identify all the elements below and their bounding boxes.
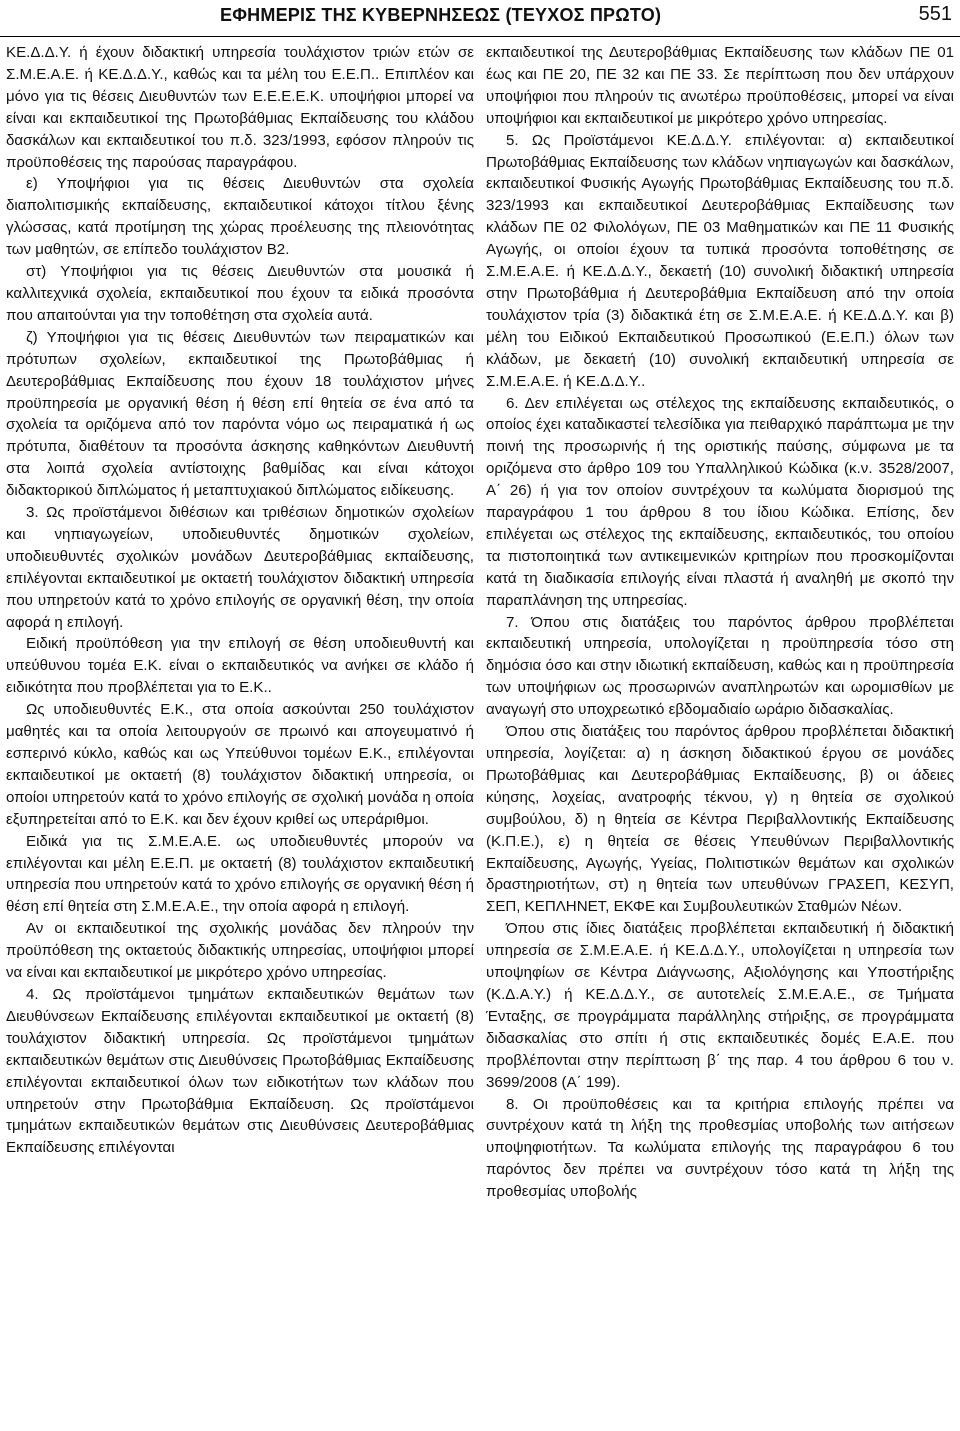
paragraph: Αν οι εκπαιδευτικοί της σχολικής μονάδας δεν πληρούν την προϋπόθεση της οκταετούς διδακτικής υπηρεσίας, υποψήφιοι μπορεί να είναι και εκπαιδευτικοί με μικρότερο χρόνο υπηρεσίας.	[6, 920, 474, 982]
paragraph: Ειδικά για τις Σ.Μ.Ε.Α.Ε. ως υποδιευθυντές μπορούν να επιλέγονται και μέλη Ε.Ε.Π. με οκταετή (8) τουλάχιστον εκπαιδευτική υπηρεσία που υπηρετούν κατά το χρόνο επιλογής σε οργανική θέση ή θέση επί θητεία στη Σ.Μ.Ε.Α.Ε., την οποία αφορά η επιλογή.	[6, 832, 474, 916]
paragraph: 5. Ως Προϊστάμενοι ΚΕ.Δ.Δ.Υ. επιλέγονται: α) εκπαιδευτικοί Πρωτοβάθμιας Εκπαίδευσης των κλάδων νηπιαγωγών και δασκάλων, εκπαιδευτικοί Φυσικής Αγωγής Πρωτοβάθμιας Εκπαίδευσης του π.δ. 323/1993 και εκπαιδευτικοί Δευτεροβάθμιας Εκπαίδευσης των κλάδων ΠΕ 02 Φιλολόγων, ΠΕ 03 Μαθηματικών και ΠΕ 11 Φυσικής Αγωγής, οι οποίοι έχουν τα τυπικά προσόντα τοποθέτησης σε Σ.Μ.Ε.Α.Ε. ή ΚΕ.Δ.Δ.Υ., δεκαετή (10) συνολική διδακτική υπηρεσία στην Πρωτοβάθμια ή Δευτεροβάθμια Εκπαίδευση από την οποία τουλάχιστον τρία (3) διδακτικά έτη σε Σ.Μ.Ε.Α.Ε. ή ΚΕ.Δ.Δ.Υ. και β) μέλη του Ειδικού Εκπαιδευτικού Προσωπικού (Ε.Ε.Π.) όλων των κλάδων, με δεκαετή (10) συνολική εκπαιδευτική υπηρεσία σε Σ.Μ.Ε.Α.Ε. ή ΚΕ.Δ.Δ.Υ..	[486, 131, 954, 390]
left-column	[6, 42, 474, 1427]
paragraph: 3. Ως προϊστάμενοι διθέσιων και τριθέσιων δημοτικών σχολείων και νηπιαγωγείων, υποδιευθυντές δημοτικών σχολείων, υποδιευθυντές σχολικών μονάδων Δευτεροβάθμιας εκπαίδευσης, επιλέγονται εκπαιδευτικοί με οκταετή τουλάχιστον διδακτική υπηρεσία που υπηρετούν κατά το χρόνο επιλογής σε οργανική θέση, την οποία αφορά η επιλογή.	[6, 504, 474, 631]
paragraph: ε) Υποψήφιοι για τις θέσεις Διευθυντών στα σχολεία διαπολιτισμικής εκπαίδευσης, εκπαιδευτικοί κάτοχοι τίτλου ξένης γλώσσας, κατά προτίμηση της χώρας προέλευσης της πλειονότητας των μαθητών, σε επίπεδο τουλάχιστον Β2.	[6, 175, 474, 259]
paragraph: 7. Όπου στις διατάξεις του παρόντος άρθρου προβλέπεται εκπαιδευτική υπηρεσία, υπολογίζεται η προϋπηρεσία τόσο στη δημόσια όσο και στην ιδιωτική εκπαίδευση, καθώς και η προϋπηρεσία των υποψήφιων ως προσωρινών αναπληρωτών και ωρομισθίων με αναγωγή στο υποχρεωτικό εβδομαδιαίο ωράριο διδασκαλίας.	[486, 613, 954, 719]
gazette-title: ΕΦΗΜΕΡΙΣ ΤΗΣ ΚΥΒΕΡΝΗΣΕΩΣ (ΤΕΥΧΟΣ ΠΡΩΤΟ)	[220, 5, 662, 25]
paragraph: Ειδική προϋπόθεση για την επιλογή σε θέση υποδιευθυντή και υπεύθυνου τομέα Ε.Κ. είναι ο εκπαιδευτικός να ανήκει σε κλάδο ή ειδικότητα που προβλέπεται για το Ε.Κ..	[6, 635, 474, 697]
paragraph: ζ) Υποψήφιοι για τις θέσεις Διευθυντών των πειραματικών και πρότυπων σχολείων, εκπαιδευτικοί της Πρωτοβάθμιας ή Δευτεροβάθμιας Εκπαίδευσης που έχουν 18 τουλάχιστον μήνες προϋπηρεσία με οργανική θέση ή θέση επί θητεία σε ένα από τα σχολεία τα οριζόμενα από τον παρόντα νόμο ως πειραματικά ή ως πρότυπα, διαθέτουν τα προσόντα άσκησης καθηκόντων Διευθυντή στα λοιπά σχολεία αντίστοιχης βαθμίδας και είναι κάτοχοι διδακτορικού διπλώματος ή μεταπτυχιακού διπλώματος ειδίκευσης.	[6, 328, 474, 500]
paragraph: Όπου στις διατάξεις του παρόντος άρθρου προβλέπεται διδακτική υπηρεσία, λογίζεται: α) η άσκηση διδακτικού έργου σε μονάδες Πρωτοβάθμιας και Δευτεροβάθμιας Εκπαίδευσης, β) οι άδειες κύησης, λοχείας, ανατροφής τέκνου, γ) η θητεία σε σχολικού συμβούλου, δ) η θητεία σε Κέντρα Περιβαλλοντικής Εκπαίδευσης (Κ.Π.Ε.), ε) η θητεία σε θέσεις Υπευθύνων Περιβαλλοντικής Εκπαίδευσης, Αγωγής, Υγείας, Πολιτιστικών θεμάτων και σχολικών δραστηριοτήτων, στ) η θητεία των υπευθύνων ΓΡΑΣΕΠ, ΚΕΣΥΠ, ΣΕΠ, ΚΕΠΛΗΝΕΤ, ΕΚΦΕ και Συμβουλευτικών Σταθμών Νέων.	[486, 723, 954, 916]
paragraph: Ως υποδιευθυντές Ε.Κ., στα οποία ασκούνται 250 τουλάχιστον μαθητές και τα οποία λειτουργούν σε πρωινό και απογευματινό ή εσπερινό κύκλο, καθώς και ως Υπεύθυνοι τομέων Ε.Κ., επιλέγονται εκπαιδευτικοί με οκταετή (8) τουλάχιστον διδακτική υπηρεσία, οι οποίοι υπηρετούν κατά το χρόνο επιλογής σε σχολική μονάδα η οποία εξυπηρετείται από το Ε.Κ. και δεν έχουν κριθεί ως υπεράριθμοι.	[6, 701, 474, 828]
paragraph: 4. Ως προϊστάμενοι τμημάτων εκπαιδευτικών θεμάτων των Διευθύνσεων Εκπαίδευσης επιλέγονται εκπαιδευτικοί με οκταετή (8) τουλάχιστον διδακτική υπηρεσία. Ως προϊστάμενοι τμημάτων εκπαιδευτικών θεμάτων στις Διευθύνσεις Πρωτοβάθμιας Εκπαίδευσης επιλέγονται εκπαιδευτικοί όλων των ειδικοτήτων των κλάδων που υπηρετούν στην Πρωτοβάθμια Εκπαίδευση. Ως προϊστάμενοι τμημάτων εκπαιδευτικών θεμάτων στις Διευθύνσεις Δευτεροβάθμιας Εκπαίδευσης επιλέγονται	[6, 985, 474, 1157]
right-column	[486, 42, 954, 1427]
paragraph: ΚΕ.Δ.Δ.Υ. ή έχουν διδακτική υπηρεσία τουλάχιστον τριών ετών σε Σ.Μ.Ε.Α.Ε. ή ΚΕ.Δ.Δ.Υ., καθώς και τα μέλη του Ε.Ε.Π.. Επιπλέον και μόνο για τις θέσεις Διευθυντών των Ε.Ε.Ε.Ε.Κ. υποψήφιοι μπορεί να είναι και εκπαιδευτικοί της Πρωτοβάθμιας Εκπαίδευσης του κλάδου δασκάλων και εκπαιδευτικοί του π.δ. 323/1993, εφόσον πληρούν τις προϋποθέσεις της παρούσας παραγράφου.	[6, 44, 474, 171]
paragraph: Όπου στις ίδιες διατάξεις προβλέπεται εκπαιδευτική ή διδακτική υπηρεσία σε Σ.Μ.Ε.Α.Ε. ή ΚΕ.Δ.Δ.Υ., υπολογίζεται η υπηρεσία των υποψηφίων σε Κέντρα Διάγνωσης, Αξιολόγησης και Υποστήριξης (Κ.Δ.Α.Υ.) ή ΚΕ.Δ.Δ.Υ., σε αυτοτελείς Σ.Μ.Ε.Α.Ε., σε Τμήματα Ένταξης, σε προγράμματα παράλληλης στήριξης, σε προγράμματα διδασκαλίας στο σπίτι ή στις εκπαιδευτικές δομές Ε.Α.Ε. που προβλέπονται στην περίπτωση β΄ της παρ. 4 του άρθρου 6 του ν. 3699/2008 (Α΄ 199).	[486, 920, 954, 1091]
page-header	[0, 0, 960, 37]
page-number: 551	[918, 3, 952, 25]
paragraph: 6. Δεν επιλέγεται ως στέλεχος της εκπαίδευσης εκπαιδευτικός, ο οποίος έχει καταδικαστεί τελεσίδικα για πειθαρχικό παράπτωμα με την ποινή της προσωρινής ή της οριστικής παύσης, σύμφωνα με τα οριζόμενα στο άρθρο 109 του Υπαλληλικού Κώδικα (κ.ν. 3528/2007, Α΄ 26) ή για τον οποίον συντρέχουν τα κωλύματα διορισμού της παραγράφου 1 του άρθρου 8 του ίδιου Κώδικα. Επίσης, δεν επιλέγεται ως στέλεχος της εκπαίδευσης, εκπαιδευτικός, του οποίου τα πιστοποιητικά των αντικειμενικών κριτηρίων που προσκομίζονται κατά τη διαδικασία επιλογής είναι πλαστά ή αναληθή με σκοπό την παραπλάνηση της υπηρεσίας.	[486, 394, 954, 609]
paragraph: εκπαιδευτικοί της Δευτεροβάθμιας Εκπαίδευσης των κλάδων ΠΕ 01 έως και ΠΕ 20, ΠΕ 32 και ΠΕ 33. Σε περίπτωση που δεν υπάρχουν υποψήφιοι που πληρούν τις ανωτέρω προϋποθέσεις, μπορεί να είναι υποψήφιοι και εκπαιδευτικοί με μικρότερο χρόνο υπηρεσίας.	[486, 44, 954, 127]
paragraph: στ) Υποψήφιοι για τις θέσεις Διευθυντών στα μουσικά ή καλλιτεχνικά σχολεία, εκπαιδευτικοί που έχουν τα ειδικά προσόντα που απαιτούνται για την τοποθέτηση στα σχολεία αυτά.	[6, 263, 474, 324]
paragraph: 8. Οι προϋποθέσεις και τα κριτήρια επιλογής πρέπει να συντρέχουν κατά τη λήξη της προθεσμίας υποβολής των αιτήσεων υποψηφιοτήτων. Τα κωλύματα επιλογής της παραγράφου 6 του παρόντος δεν πρέπει να συντρέχουν τόσο κατά τη λήξη της προθεσμίας υποβολής	[486, 1095, 954, 1201]
